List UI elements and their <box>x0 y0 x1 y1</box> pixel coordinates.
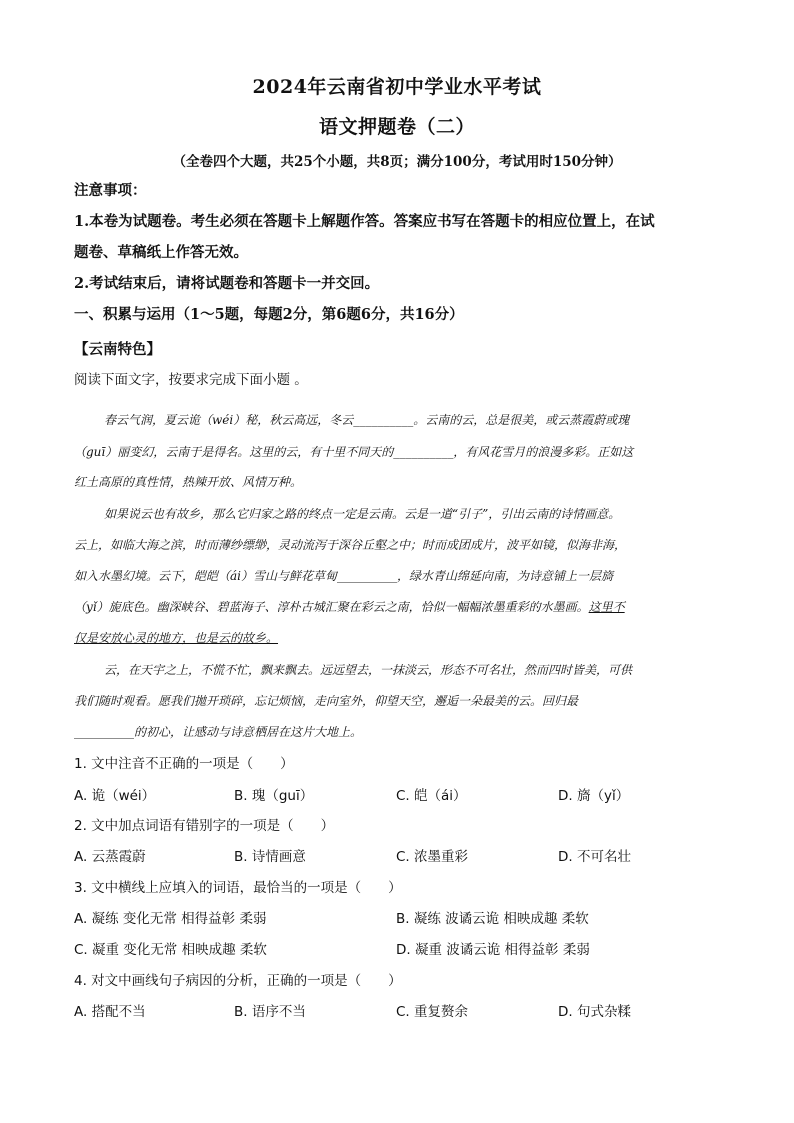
question-4-option-c[interactable]: C. 重复赘余 <box>396 1004 469 1020</box>
notes-heading: 注意事项： <box>74 182 147 199</box>
question-4-options <box>74 1002 724 1022</box>
passage-p1-line-3: 红土高原的真性情，热辣开放、风情万种。 <box>74 475 303 489</box>
section-topic: 【云南特色】 <box>74 341 161 358</box>
question-2-option-a[interactable]: A. 云蒸霞蔚 <box>74 849 146 865</box>
question-4-option-b[interactable]: B. 语序不当 <box>234 1004 306 1020</box>
underlined-sentence-start: 这里不 <box>588 600 625 614</box>
question-3-option-a[interactable]: A. 凝练 变化无常 相得益彰 柔弱 <box>74 911 267 927</box>
passage-p3-line-3: __________的初心，让感动与诗意栖居在这片大地上。 <box>74 725 363 739</box>
notes-item-1-line-1: 1.本卷为试题卷。考生必须在答题卡上解题作答。答案应书写在答题卡的相应位置上，在试 <box>74 213 655 230</box>
passage-p2-line-4 <box>74 597 724 617</box>
question-3-options-row-2 <box>74 940 724 960</box>
question-3-options-row-1 <box>74 909 724 929</box>
passage-p2-line-4-text: （yǐ）旎底色。幽深峡谷、碧蓝海子、淳朴古城汇聚在彩云之南，恰似一幅幅浓墨重彩的水墨画。 <box>74 600 589 614</box>
question-1-option-b[interactable]: B. 瑰（guī） <box>234 788 314 804</box>
question-2-option-b[interactable]: B. 诗情画意 <box>234 849 306 865</box>
passage-p1-line-1: 春云气润，夏云诡（wéi）秘，秋云高远，冬云__________。云南的云，总是很美，或云蒸霞蔚或瑰 <box>104 413 630 427</box>
underlined-sentence-end: 仅是安放心灵的地方，也是云的故乡。 <box>74 631 279 645</box>
question-1-stem: 1. 文中注音不正确的一项是（ ） <box>74 756 294 772</box>
question-4-option-a[interactable]: A. 搭配不当 <box>74 1004 146 1020</box>
reading-instruction: 阅读下面文字，按要求完成下面小题 。 <box>74 372 308 388</box>
question-3-stem: 3. 文中横线上应填入的词语，最恰当的一项是（ ） <box>74 880 402 896</box>
passage-p3-line-1: 云，在天宇之上，不慌不忙，飘来飘去。远远望去，一抹淡云，形态不可名壮，然而四时皆美，可供 <box>104 663 633 677</box>
question-2-option-d[interactable]: D. 不可名壮 <box>558 849 631 865</box>
question-3-option-c[interactable]: C. 凝重 变化无常 相映成趣 柔软 <box>74 942 267 958</box>
exam-subtitle: 语文押题卷（二） <box>318 116 475 138</box>
question-4-option-d[interactable]: D. 句式杂糅 <box>558 1004 631 1020</box>
question-1-option-d[interactable]: D. 旖（yǐ） <box>558 788 630 804</box>
question-2-option-c[interactable]: C. 浓墨重彩 <box>396 849 469 865</box>
question-1-options <box>74 786 724 806</box>
passage-p2-line-2: 云上，如临大海之滨，时而薄纱缥缈，灵动流泻于深谷丘壑之中；时而成团成片，波平如镜，似海非海， <box>74 538 627 552</box>
section-1-heading: 一、积累与运用（1～5题，每题2分，第6题6分，共16分） <box>74 306 464 323</box>
question-3-option-b[interactable]: B. 凝练 波谲云诡 相映成趣 柔软 <box>396 911 589 927</box>
question-4-stem: 4. 对文中画线句子病因的分析，正确的一项是（ ） <box>74 973 402 989</box>
notes-item-1-line-2: 题卷、草稿纸上作答无效。 <box>74 244 248 261</box>
notes-item-2: 2.考试结束后，请将试题卷和答题卡一并交回。 <box>74 275 380 292</box>
question-3-option-d[interactable]: D. 凝重 波谲云诡 相得益彰 柔弱 <box>396 942 590 958</box>
exam-title: 2024年云南省初中学业水平考试 <box>252 76 542 98</box>
question-1-option-a[interactable]: A. 诡（wéi） <box>74 788 156 804</box>
exam-info: （全卷四个大题，共25个小题，共8页；满分100分，考试用时150分钟） <box>172 154 622 170</box>
question-2-options <box>74 847 724 867</box>
question-1-option-c[interactable]: C. 皑（ái） <box>396 788 467 804</box>
passage-p3-line-2: 我们随时观看。愿我们拋开琐碎，忘记烦恼，走向室外，仰望天空，邂逅一朵最美的云。回归最 <box>74 694 579 708</box>
passage-p2-line-3: 如入水墨幻境。云下，皑皑（ái）雪山与鲜花草甸__________，绿水青山绵延向南，为诗意铺上一层旖 <box>74 569 613 583</box>
question-2-stem: 2. 文中加点词语有错别字的一项是（ ） <box>74 818 335 834</box>
passage-p1-line-2: （guī）丽变幻，云南于是得名。这里的云，有十里不同天的__________，有风花雪月的浪漫多彩。正如这 <box>74 445 634 459</box>
passage-p2-line-1: 如果说云也有故乡，那么它归家之路的终点一定是云南。云是一道“引子”，引出云南的诗情画意。 <box>104 507 621 521</box>
